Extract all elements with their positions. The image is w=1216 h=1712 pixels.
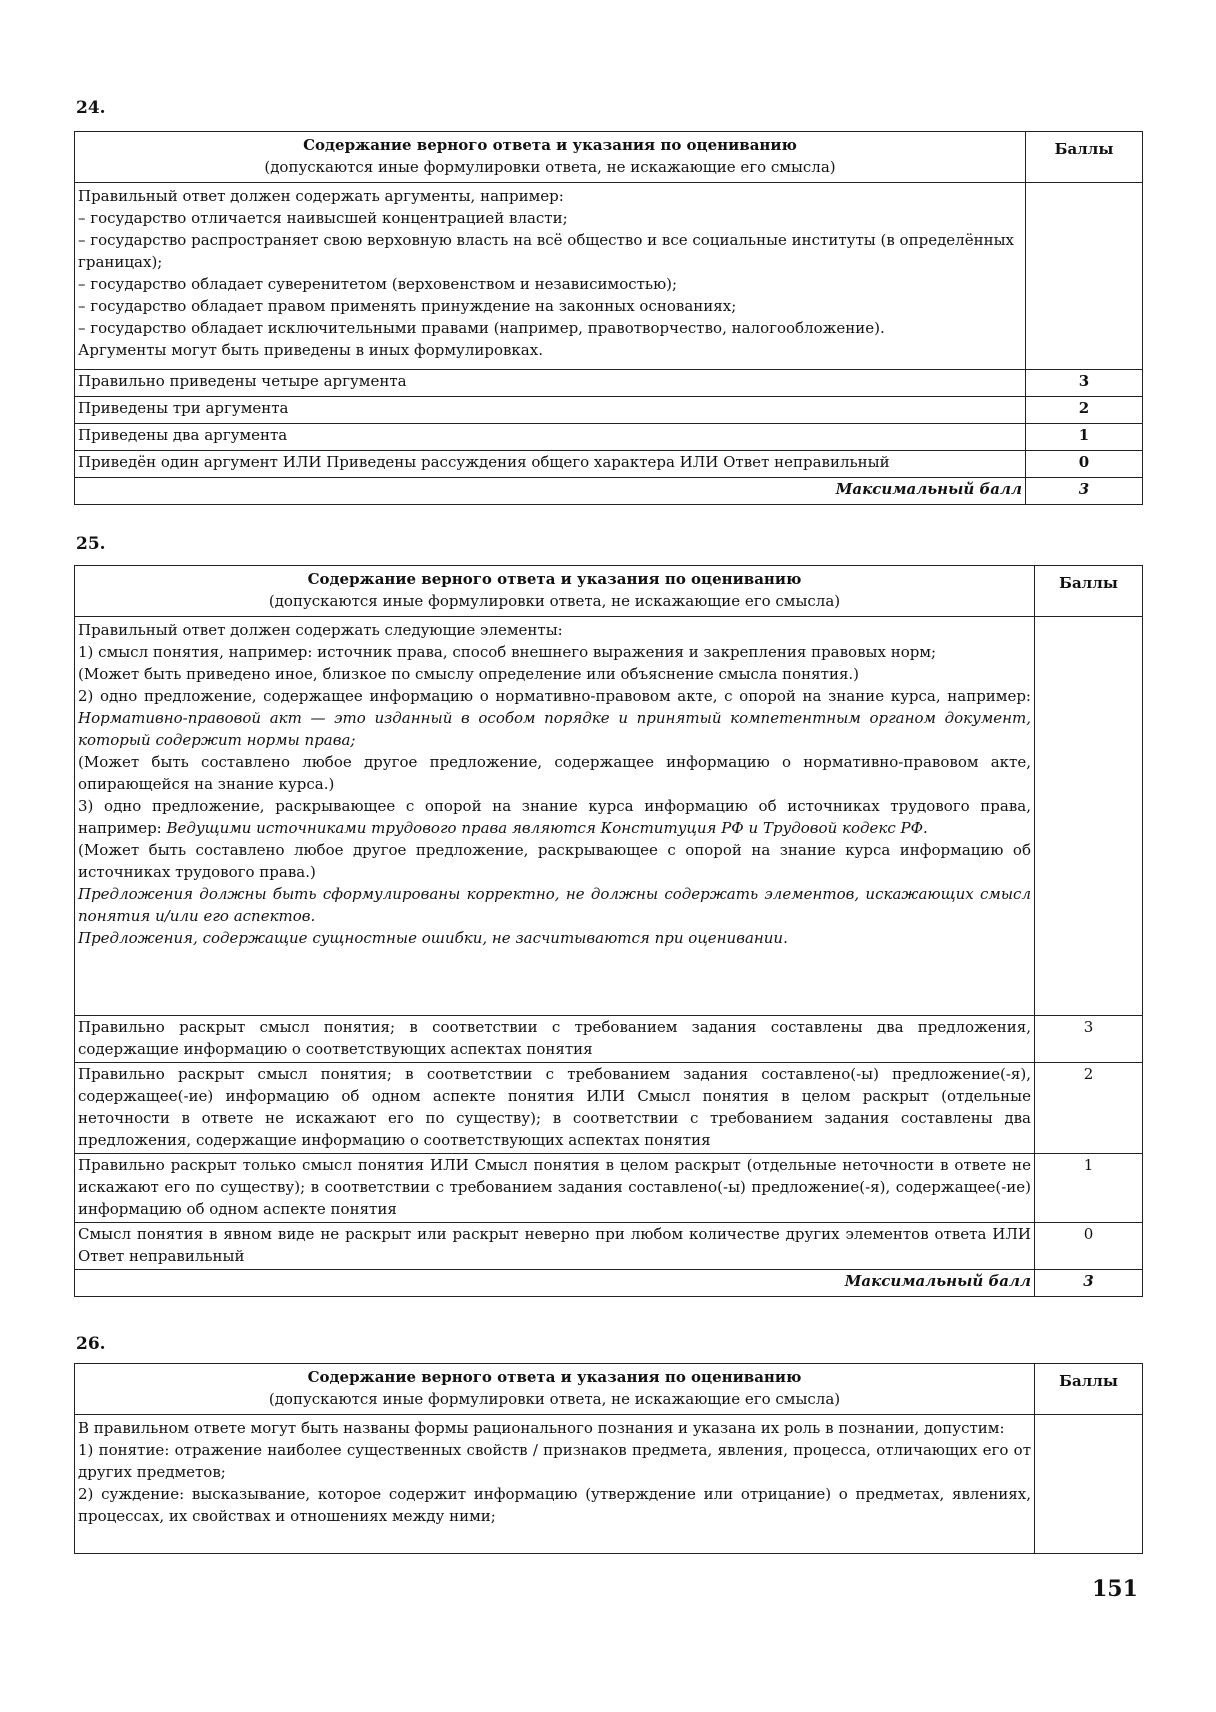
content-line-italic: Ведущими источниками трудового права являются Конституция РФ и Трудовой кодекс РФ. [166,819,928,837]
empty-points-cell [1035,617,1143,1016]
max-score-value: 3 [1026,478,1143,505]
table-header [75,566,1143,617]
header-subtitle: (допускаются иные формулировки ответа, не искажающие его смысла) [268,1390,841,1408]
max-score-row [75,478,1143,505]
header-points: Баллы [1035,1364,1143,1415]
criterion-points: 0 [1035,1223,1143,1270]
criterion-text: Правильно раскрыт смысл понятия; в соответствии с требованием задания составлено(-ы) предложение(-я), содержащее(-ие) информацию об одном аспекте понятия ИЛИ Смысл понятия в целом раскрыт (отдельные неточности в ответе не искажают его по существу); в соответствии с требованием задания составлены два предложения, содержащие информацию о соответствующих аспектах понятия [75,1063,1035,1154]
criterion-row [75,424,1143,451]
empty-points-cell [1026,183,1143,370]
header-title: Содержание верного ответа и указания по оцениванию [303,136,797,154]
content-line: – государство обладает исключительными правами (например, правотворчество, налогообложение). [78,319,885,337]
content-line: Правильный ответ должен содержать следующие элементы: [78,621,563,639]
content-line: 3) одно предложение, раскрывающее с опорой на знание курса информацию об источниках трудового права, например: [78,797,1031,837]
header-subtitle: (допускаются иные формулировки ответа, не искажающие его смысла) [264,158,836,176]
criterion-points: 3 [1035,1016,1143,1063]
header-content-cell [75,132,1026,183]
criterion-points: 1 [1026,424,1143,451]
question-number-24: 24. [76,98,106,118]
content-line-italic: Нормативно-правовой акт — это изданный в особом порядке и принятый компетентным органом документ, который содержит нормы права; [78,709,1031,749]
criterion-points: 3 [1026,370,1143,397]
criterion-text: Приведён один аргумент ИЛИ Приведены рассуждения общего характера ИЛИ Ответ неправильный [75,451,1026,478]
criterion-points: 0 [1026,451,1143,478]
question-number-26: 26. [76,1334,106,1354]
criterion-text: Смысл понятия в явном виде не раскрыт или раскрыт неверно при любом количестве других элементов ответа ИЛИ Ответ неправильный [75,1223,1035,1270]
question-number-25: 25. [76,534,106,554]
criterion-points: 2 [1035,1063,1143,1154]
criterion-points: 2 [1026,397,1143,424]
header-content-cell [75,1364,1035,1415]
answer-content-row [75,617,1143,1016]
grading-table-26 [74,1363,1143,1554]
content-line: Правильный ответ должен содержать аргументы, например: [78,187,564,205]
content-line: 2) суждение: высказывание, которое содержит информацию (утверждение или отрицание) о предметах, явлениях, процессах, их свойствах и отношениях между ними; [78,1485,1031,1525]
criterion-text: Приведены два аргумента [75,424,1026,451]
content-line: (Может быть составлено любое другое предложение, раскрывающее с опорой на знание курса информацию об источниках трудового права.) [78,841,1031,881]
header-title: Содержание верного ответа и указания по оцениванию [307,1368,802,1386]
answer-content-row [75,183,1143,370]
header-points: Баллы [1035,566,1143,617]
max-score-label: Максимальный балл [75,1270,1035,1297]
content-line: В правильном ответе могут быть названы формы рационального познания и указана их роль в познании, допустим: [78,1419,1005,1437]
criterion-text: Приведены три аргумента [75,397,1026,424]
header-title: Содержание верного ответа и указания по оцениванию [307,570,802,588]
content-line: 1) понятие: отражение наиболее существенных свойств / признаков предмета, явления, процесса, отличающих его от других предметов; [78,1441,1031,1481]
header-points: Баллы [1026,132,1143,183]
content-line: Аргументы могут быть приведены в иных формулировках. [78,341,543,359]
table-header [75,1364,1143,1415]
content-line-italic: Предложения, содержащие сущностные ошибки, не засчитываются при оценивании. [78,929,788,947]
criterion-text: Правильно раскрыт только смысл понятия ИЛИ Смысл понятия в целом раскрыт (отдельные неточности в ответе не искажают его по существу); в соответствии с требованием задания составлено(-ы) предложение(-я), содержащее(-ие) информацию об одном аспекте понятия [75,1154,1035,1223]
content-line: (Может быть приведено иное, близкое по смыслу определение или объяснение смысла понятия.) [78,665,860,683]
content-line: – государство отличается наивысшей концентрацией власти; [78,209,568,227]
answer-content-cell [75,183,1026,370]
max-score-value: 3 [1035,1270,1143,1297]
criterion-row [75,1016,1143,1063]
grading-table-24 [74,131,1143,505]
criterion-row [75,1154,1143,1223]
criterion-points: 1 [1035,1154,1143,1223]
content-line: 1) смысл понятия, например: источник права, способ внешнего выражения и закрепления правовых норм; [78,643,937,661]
criterion-row [75,1063,1143,1154]
criterion-row [75,397,1143,424]
answer-content-row [75,1415,1143,1554]
answer-content-cell [75,617,1035,1016]
criterion-text: Правильно приведены четыре аргумента [75,370,1026,397]
max-score-label: Максимальный балл [75,478,1026,505]
header-content-cell [75,566,1035,617]
content-line: 2) одно предложение, содержащее информацию о нормативно-правовом акте, с опорой на знание курса, например: [78,687,1031,705]
content-line-italic: Предложения должны быть сформулированы корректно, не должны содержать элементов, искажающих смысл понятия и/или его аспектов. [78,885,1031,925]
criterion-text: Правильно раскрыт смысл понятия; в соответствии с требованием задания составлены два предложения, содержащие информацию о соответствующих аспектах понятия [75,1016,1035,1063]
criterion-row [75,370,1143,397]
criterion-row [75,451,1143,478]
criterion-row [75,1223,1143,1270]
empty-points-cell [1035,1415,1143,1554]
content-line: (Может быть составлено любое другое предложение, содержащее информацию о нормативно-правовом акте, опирающейся на знание курса.) [78,753,1031,793]
content-line: – государство распространяет свою верховную власть на всё общество и все социальные институты (в определённых границах); [78,231,1014,271]
header-subtitle: (допускаются иные формулировки ответа, не искажающие его смысла) [268,592,841,610]
page-number: 151 [1092,1576,1138,1602]
grading-table-25 [74,565,1143,1297]
content-line: – государство обладает суверенитетом (верховенством и независимостью); [78,275,678,293]
content-line: – государство обладает правом применять принуждение на законных основаниях; [78,297,737,315]
table-header [75,132,1143,183]
max-score-row [75,1270,1143,1297]
answer-content-cell [75,1415,1035,1554]
